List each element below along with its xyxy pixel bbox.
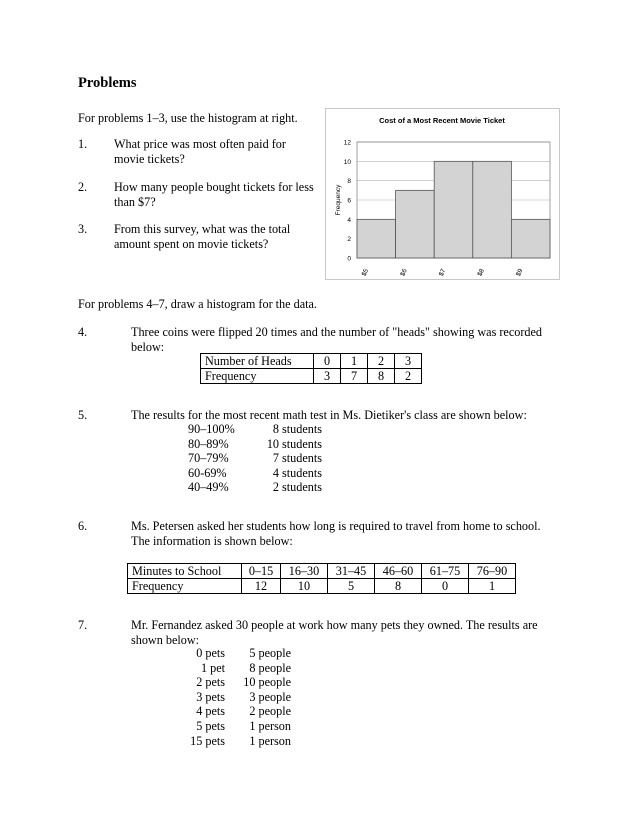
table-cell: 31–45: [328, 564, 375, 579]
table-cell: 16–30: [281, 564, 328, 579]
list-item-pets: 0 pets: [196, 646, 225, 660]
histogram-svg: [326, 109, 559, 279]
list-item-people: 8 people: [249, 660, 291, 675]
q7-text: Mr. Fernandez asked 30 people at work how many pets they owned. The results are shown below:: [131, 618, 538, 647]
list-item-pets: 1 pet: [200, 660, 225, 675]
chart-y-tick-label: 12: [343, 139, 351, 147]
table-row: [201, 354, 422, 369]
table-cell: 0: [314, 354, 341, 369]
table-cell: 0–15: [242, 564, 281, 579]
q1-number: 1.: [78, 137, 88, 151]
q5-text: The results for the most recent math test in Ms. Dietiker's class are shown below:: [131, 408, 527, 422]
table-cell: 12: [242, 579, 281, 594]
q4-table: [200, 353, 422, 384]
q4-text: Three coins were flipped 20 times and the number of "heads" showing was recorded below:: [131, 325, 542, 354]
q3-number: 3.: [78, 222, 88, 236]
chart-x-tick-label: $6: [399, 267, 409, 278]
list-item-range: 60-69%: [188, 465, 227, 480]
table-cell: 1: [469, 579, 516, 594]
list-item-people: 10 people: [243, 675, 291, 690]
table-cell: 8: [368, 369, 395, 384]
q7-list: [178, 646, 291, 748]
chart-y-tick-label: 4: [347, 216, 351, 224]
q4-number: 4.: [78, 325, 88, 339]
table-row: [201, 369, 422, 384]
list-item-count: 2 students: [272, 480, 322, 495]
intro-problems-4-7: For problems 4–7, draw a histogram for the data.: [78, 297, 317, 311]
chart-y-tick-label: 8: [347, 178, 351, 186]
table-cell: 61–75: [422, 564, 469, 579]
table-cell: 10: [281, 579, 328, 594]
q6-text: Ms. Petersen asked her students how long is required to travel from home to school. The information is shown below:: [131, 519, 541, 548]
list-item-people: 5 people: [249, 646, 291, 660]
q5-number: 5.: [78, 408, 88, 422]
table-cell: 3: [395, 354, 422, 369]
table-cell: 2: [368, 354, 395, 369]
chart-x-tick-label: $9: [515, 267, 525, 278]
list-item-pets: 4 pets: [196, 704, 225, 719]
table-cell-label: Number of Heads: [201, 354, 314, 369]
q1-text: What price was most often paid for movie tickets?: [114, 137, 286, 166]
table-cell: 7: [341, 369, 368, 384]
table-cell-label: Frequency: [201, 369, 314, 384]
chart-bar: [396, 190, 435, 258]
chart-bar: [511, 219, 550, 258]
list-item-count: 7 students: [272, 451, 322, 466]
list-item-people: 1 person: [249, 733, 291, 748]
list-item-pets: 2 pets: [196, 675, 225, 690]
table-cell: 76–90: [469, 564, 516, 579]
histogram-chart: [325, 108, 560, 280]
list-item-people: 3 people: [249, 689, 291, 704]
list-item-range: 80–89%: [188, 436, 229, 451]
q6-number: 6.: [78, 519, 88, 533]
table-cell: 5: [328, 579, 375, 594]
list-item-count: 4 students: [272, 465, 322, 480]
chart-bar: [473, 161, 512, 258]
chart-bar: [357, 219, 396, 258]
table-cell-label: Minutes to School: [128, 564, 242, 579]
list-item-pets: 15 pets: [190, 733, 225, 748]
table-cell: 3: [314, 369, 341, 384]
page-title: Problems: [78, 75, 137, 91]
list-item-pets: 3 pets: [196, 689, 225, 704]
chart-x-tick-label: $7: [437, 267, 448, 278]
chart-x-tick-label: $5: [360, 267, 371, 278]
table-cell: 1: [341, 354, 368, 369]
q5-list: [188, 422, 322, 495]
chart-x-tick-label: $8: [476, 267, 486, 278]
chart-y-axis-label: Frequency: [335, 184, 342, 216]
list-item-count: 10 students: [266, 436, 322, 451]
q3-text: From this survey, what was the total amount spent on movie tickets?: [114, 222, 291, 251]
q2-number: 2.: [78, 180, 88, 194]
list-item-range: 90–100%: [188, 422, 235, 436]
chart-y-tick-label: 2: [347, 236, 351, 244]
list-item-people: 2 people: [249, 704, 291, 719]
chart-bar: [434, 161, 473, 258]
chart-y-tick-label: 6: [347, 197, 351, 205]
list-item-range: 70–79%: [188, 451, 229, 466]
q6-table: [127, 563, 516, 594]
chart-y-tick-label: 0: [347, 255, 351, 263]
list-item-range: 40–49%: [188, 480, 229, 495]
table-cell: 8: [375, 579, 422, 594]
chart-y-tick-label: 10: [343, 158, 351, 166]
list-item-pets: 5 pets: [196, 718, 225, 733]
table-row: [128, 564, 516, 579]
table-cell: 0: [422, 579, 469, 594]
table-row: [128, 579, 516, 594]
intro-problems-1-3: For problems 1–3, use the histogram at right.: [78, 111, 298, 125]
table-cell-label: Frequency: [128, 579, 242, 594]
q2-text: How many people bought tickets for less than $7?: [114, 180, 314, 209]
table-cell: 2: [395, 369, 422, 384]
table-cell: 46–60: [375, 564, 422, 579]
list-item-people: 1 person: [249, 718, 291, 733]
q7-number: 7.: [78, 618, 88, 632]
list-item-count: 8 students: [272, 422, 322, 436]
chart-title: Cost of a Most Recent Movie Ticket: [379, 116, 505, 125]
